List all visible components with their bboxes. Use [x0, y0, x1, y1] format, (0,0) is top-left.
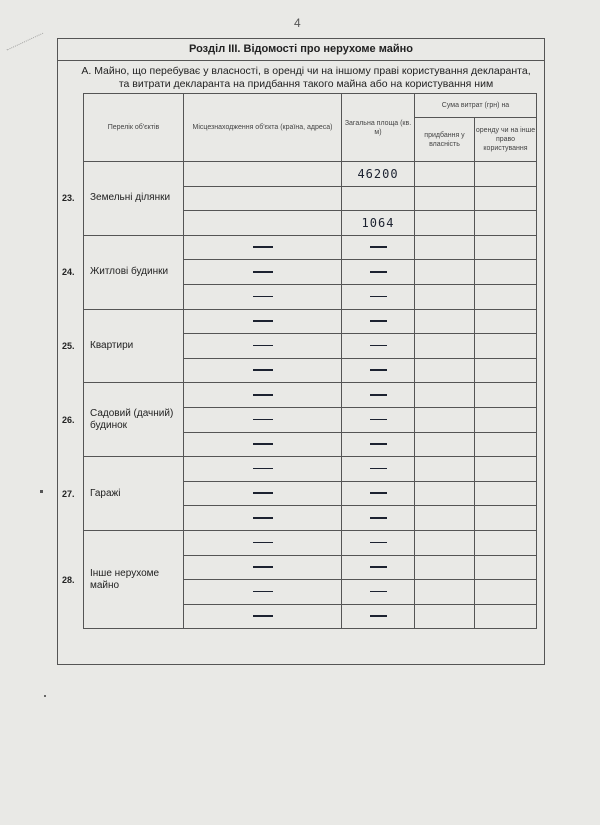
- area-cell: [342, 580, 415, 605]
- area-cell: [342, 358, 415, 383]
- rent-cell: [475, 506, 537, 531]
- rent-cell: [475, 580, 537, 605]
- header-purchase: придбання у власність: [415, 118, 475, 162]
- declaration-section-frame: [57, 38, 545, 665]
- purchase-cell: [415, 555, 475, 580]
- category-number: 26.: [62, 414, 75, 425]
- handwritten-dash: [370, 566, 387, 568]
- handwritten-dash: [253, 320, 273, 322]
- handwritten-dash: [370, 443, 387, 445]
- category-number: 23.: [62, 193, 75, 204]
- handwritten-dash: [370, 394, 387, 396]
- category-cell: [62, 383, 184, 457]
- purchase-cell: [415, 186, 475, 211]
- table-row: [84, 162, 537, 187]
- handwritten-dash: [253, 566, 273, 568]
- category-name: Гаражі: [90, 487, 121, 499]
- purchase-cell: [415, 211, 475, 236]
- category-name: Земельні ділянки: [90, 192, 171, 204]
- handwritten-dash: [370, 517, 387, 519]
- category-number: 28.: [62, 574, 75, 585]
- location-cell: [184, 555, 342, 580]
- handwritten-dash: [253, 542, 273, 544]
- area-cell: [342, 284, 415, 309]
- area-cell: [342, 530, 415, 555]
- rent-cell: [475, 162, 537, 187]
- rent-cell: [475, 211, 537, 236]
- rent-cell: [475, 383, 537, 408]
- rent-cell: [475, 358, 537, 383]
- handwritten-dash: [253, 271, 273, 273]
- area-cell: [342, 555, 415, 580]
- handwritten-dash: [253, 615, 273, 617]
- handwritten-dash: [370, 419, 387, 421]
- scan-speck: [44, 695, 46, 697]
- area-cell: [342, 432, 415, 457]
- table-row: [84, 235, 537, 260]
- area-cell: [342, 235, 415, 260]
- purchase-cell: [415, 358, 475, 383]
- purchase-cell: [415, 284, 475, 309]
- handwritten-dash: [253, 394, 273, 396]
- location-cell: [184, 383, 342, 408]
- location-cell: [184, 260, 342, 285]
- subsection-line1: Майно, що перебуває у власності, в оренді чи на іншому праві користування декларанта,: [94, 65, 531, 77]
- handwritten-dash: [253, 369, 273, 371]
- purchase-cell: [415, 407, 475, 432]
- rent-cell: [475, 334, 537, 359]
- handwritten-dash: [253, 517, 273, 519]
- category-name: Житлові будинки: [90, 266, 169, 278]
- handwritten-dash: [370, 271, 387, 273]
- area-cell: [342, 334, 415, 359]
- handwritten-dash: [253, 296, 273, 298]
- location-cell: [184, 407, 342, 432]
- handwritten-dash: [253, 468, 273, 470]
- category-cell: [62, 457, 184, 531]
- subsection-title: [78, 65, 534, 91]
- location-cell: [184, 604, 342, 629]
- handwritten-dash: [370, 542, 387, 544]
- header-objects: Перелік об'єктів: [84, 94, 184, 162]
- area-cell: [342, 309, 415, 334]
- area-cell: [342, 383, 415, 408]
- category-number: 24.: [62, 267, 75, 278]
- area-cell: [342, 604, 415, 629]
- rent-cell: [475, 432, 537, 457]
- purchase-cell: [415, 580, 475, 605]
- header-location: Місцезнаходження об'єкта (країна, адреса): [184, 94, 342, 162]
- rent-cell: [475, 481, 537, 506]
- table-row: [84, 457, 537, 482]
- rent-cell: [475, 235, 537, 260]
- purchase-cell: [415, 604, 475, 629]
- table-row: [84, 383, 537, 408]
- handwritten-dash: [253, 591, 273, 593]
- handwritten-value: 1064: [361, 215, 395, 230]
- purchase-cell: [415, 457, 475, 482]
- scan-speck: [40, 490, 43, 493]
- purchase-cell: [415, 530, 475, 555]
- category-number: 27.: [62, 488, 75, 499]
- purchase-cell: [415, 481, 475, 506]
- purchase-cell: [415, 235, 475, 260]
- area-cell: [342, 260, 415, 285]
- area-cell: [342, 407, 415, 432]
- rent-cell: [475, 604, 537, 629]
- category-cell: [62, 162, 184, 236]
- table-row: [84, 530, 537, 555]
- location-cell: [184, 457, 342, 482]
- area-cell: [342, 186, 415, 211]
- real-estate-table: [62, 93, 537, 629]
- purchase-cell: [415, 383, 475, 408]
- handwritten-dash: [370, 345, 387, 347]
- handwritten-dash: [253, 345, 273, 347]
- handwritten-dash: [370, 246, 387, 248]
- location-cell: [184, 211, 342, 236]
- location-cell: [184, 334, 342, 359]
- location-cell: [184, 186, 342, 211]
- location-cell: [184, 162, 342, 187]
- purchase-cell: [415, 162, 475, 187]
- page-number: 4: [294, 16, 301, 30]
- category-name: Садовий (дачний) будинок: [90, 407, 174, 431]
- subsection-letter: А.: [81, 65, 92, 77]
- rent-cell: [475, 309, 537, 334]
- location-cell: [184, 432, 342, 457]
- area-cell: [342, 457, 415, 482]
- handwritten-dash: [370, 492, 387, 494]
- handwritten-dash: [253, 419, 273, 421]
- purchase-cell: [415, 432, 475, 457]
- handwritten-dash: [253, 443, 273, 445]
- rent-cell: [475, 260, 537, 285]
- location-cell: [184, 580, 342, 605]
- category-cell: [62, 530, 184, 628]
- handwritten-dash: [370, 591, 387, 593]
- area-cell: [342, 211, 415, 236]
- purchase-cell: [415, 334, 475, 359]
- category-cell: [62, 309, 184, 383]
- area-cell: [342, 481, 415, 506]
- location-cell: [184, 358, 342, 383]
- handwritten-dash: [370, 369, 387, 371]
- header-rent: оренду чи на інше право користування: [475, 118, 537, 162]
- rent-cell: [475, 186, 537, 211]
- subsection-line2: та витрати декларанта на придбання такого майна або на користування ним: [118, 78, 494, 90]
- rent-cell: [475, 457, 537, 482]
- header-expenses: Сума витрат (грн) на: [415, 94, 537, 118]
- category-name: Квартири: [90, 339, 134, 351]
- purchase-cell: [415, 260, 475, 285]
- location-cell: [184, 235, 342, 260]
- handwritten-dash: [370, 615, 387, 617]
- table-row: [84, 309, 537, 334]
- location-cell: [184, 506, 342, 531]
- location-cell: [184, 530, 342, 555]
- handwritten-dash: [253, 246, 273, 248]
- handwritten-value: 46200: [357, 166, 399, 181]
- purchase-cell: [415, 506, 475, 531]
- location-cell: [184, 309, 342, 334]
- purchase-cell: [415, 309, 475, 334]
- category-number: 25.: [62, 340, 75, 351]
- handwritten-dash: [253, 492, 273, 494]
- location-cell: [184, 481, 342, 506]
- handwritten-dash: [370, 296, 387, 298]
- area-cell: [342, 162, 415, 187]
- rent-cell: [475, 284, 537, 309]
- area-cell: [342, 506, 415, 531]
- section-title: Розділ ІІІ. Відомості про нерухоме майно: [58, 39, 544, 61]
- handwritten-dash: [370, 320, 387, 322]
- rent-cell: [475, 530, 537, 555]
- rent-cell: [475, 555, 537, 580]
- handwritten-dash: [370, 468, 387, 470]
- rent-cell: [475, 407, 537, 432]
- location-cell: [184, 284, 342, 309]
- category-cell: [62, 235, 184, 309]
- category-name: Інше нерухоме майно: [90, 567, 160, 591]
- header-area: Загальна площа (кв. м): [342, 94, 415, 162]
- scan-mark: [7, 33, 54, 73]
